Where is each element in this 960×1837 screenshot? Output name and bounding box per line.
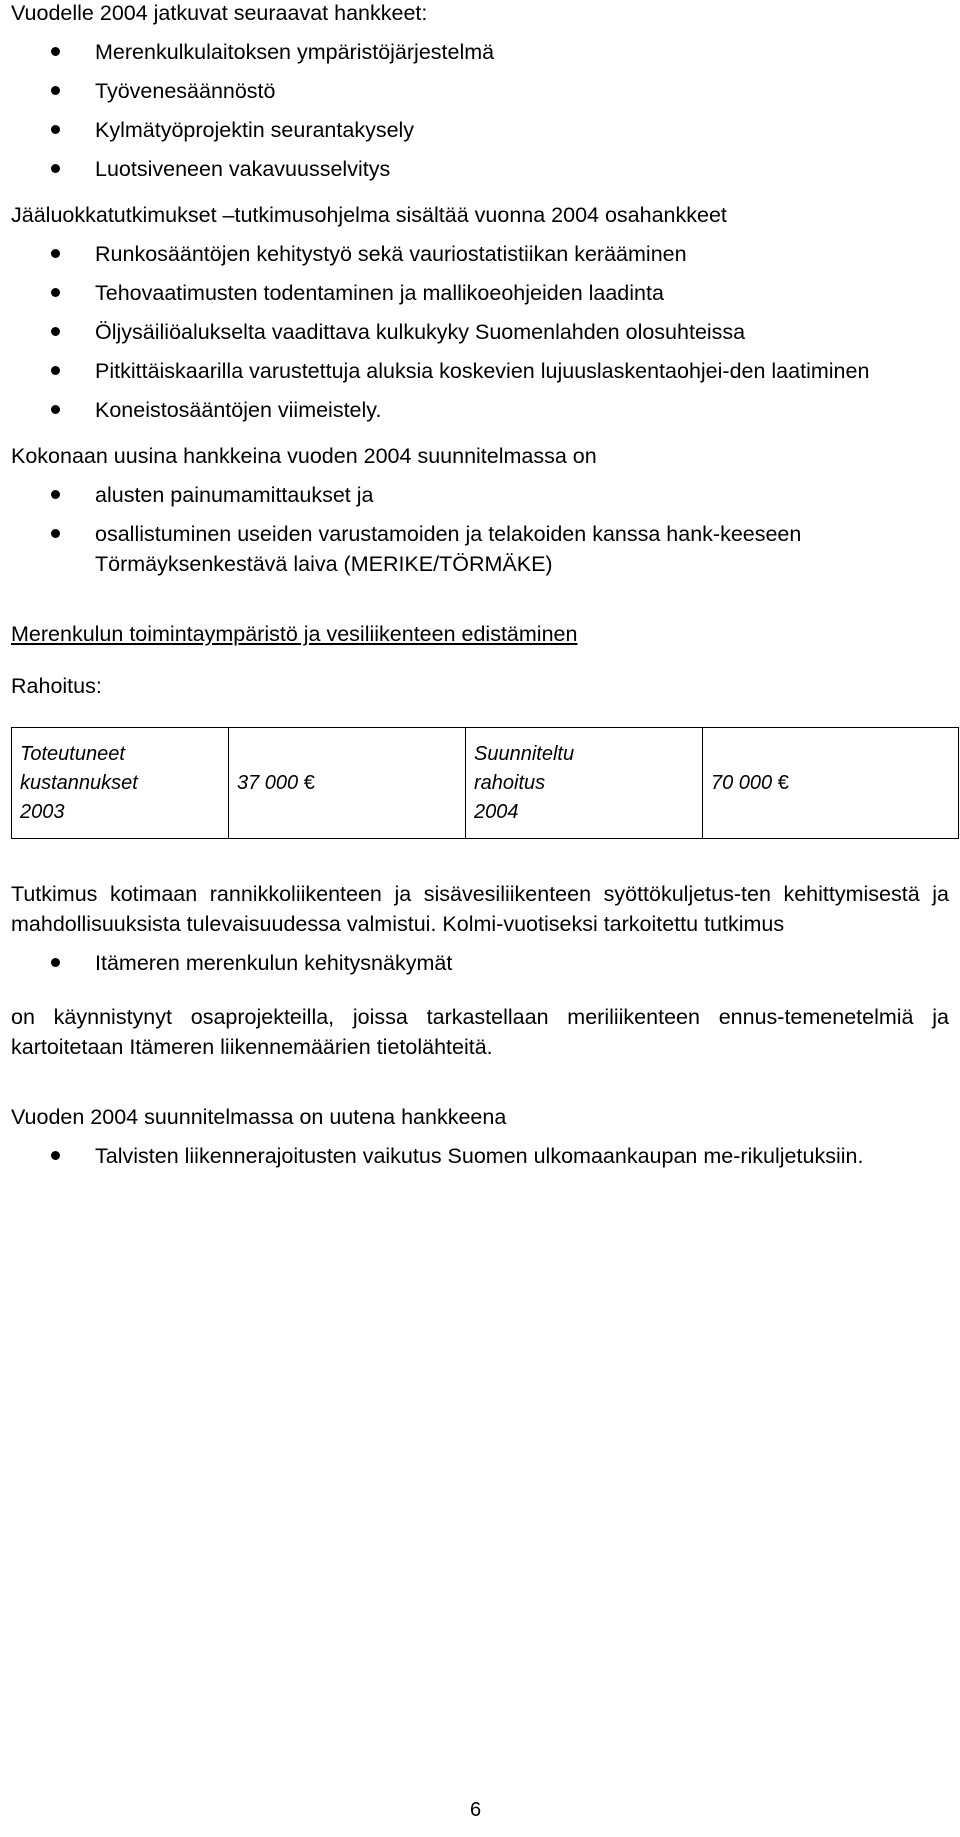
- funding-table: [11, 727, 959, 839]
- bullet-icon: [51, 288, 60, 297]
- paragraph-continuing-projects: Vuodelle 2004 jatkuvat seuraavat hankkeet:: [11, 1, 428, 25]
- table-cell-planned-funding-value: 70 000 €: [703, 728, 959, 839]
- bullet-icon: [51, 86, 60, 95]
- list-new-projects: [11, 480, 951, 579]
- list-item: Kylmätyöprojektin seurantakysely: [11, 115, 951, 145]
- section-heading: Merenkulun toimintaympäristö ja vesiliikenteen edistäminen: [11, 622, 578, 646]
- list-continuing-projects: [11, 37, 951, 184]
- document-page: [11, 0, 951, 1180]
- list-item: Työvenesäännöstö: [11, 76, 951, 106]
- funding-label: Rahoitus:: [11, 674, 102, 698]
- bullet-icon: [51, 125, 60, 134]
- bullet-icon: [51, 1151, 60, 1160]
- euro-sign: €: [777, 771, 789, 794]
- list-item: Merenkulkulaitoksen ympäristöjärjestelmä: [11, 37, 951, 67]
- bullet-icon: [51, 529, 60, 538]
- bullet-icon: [51, 327, 60, 336]
- list-item: Öljysäiliöalukselta vaadittava kulkukyky Suomenlahden olosuhteissa: [11, 317, 951, 347]
- list-item: alusten painumamittaukset ja: [11, 480, 951, 510]
- list-item: Koneistosääntöjen viimeistely.: [11, 395, 951, 425]
- table-row: [12, 728, 959, 839]
- list-item: Luotsiveneen vakavuusselvitys: [11, 154, 951, 184]
- bullet-icon: [51, 47, 60, 56]
- list-item: Itämeren merenkulun kehitysnäkymät: [11, 948, 951, 978]
- paragraph-research-completed: Tutkimus kotimaan rannikkoliikenteen ja sisävesiliikenteen syöttökuljetus-ten kehittymisestä ja mahdollisuuksista tulevaisuudessa valmistui. Kolmi-vuotiseksi tarkoitettu tutkimus: [11, 882, 949, 936]
- bullet-icon: [51, 366, 60, 375]
- list-baltic-research: [11, 948, 951, 978]
- list-item: Talvisten liikennerajoitusten vaikutus Suomen ulkomaankaupan me-rikuljetuksiin.: [11, 1141, 951, 1171]
- bullet-icon: [51, 164, 60, 173]
- paragraph-new-projects: Kokonaan uusina hankkeina vuoden 2004 suunnitelmassa on: [11, 444, 597, 468]
- paragraph-subprojects-started: on käynnistynyt osaprojekteilla, joissa tarkastellaan meriliikenteen ennus-temenetelmiä ja kartoitetaan Itämeren liikennemäärien tietolähteitä.: [11, 1005, 949, 1059]
- list-item: Tehovaatimusten todentaminen ja mallikoeohjeiden laadinta: [11, 278, 951, 308]
- list-item: osallistuminen useiden varustamoiden ja telakoiden kanssa hank-keeseen Törmäyksenkestävä laiva (MERIKE/TÖRMÄKE): [11, 519, 951, 579]
- euro-sign: €: [303, 771, 315, 794]
- bullet-icon: [51, 249, 60, 258]
- list-winter-restrictions: [11, 1141, 951, 1171]
- list-item: Runkosääntöjen kehitystyö sekä vauriostatistiikan kerääminen: [11, 239, 951, 269]
- table-cell-actual-costs-value: 37 000 €: [229, 728, 466, 839]
- table-cell-actual-costs-label: Toteutuneet kustannukset 2003: [12, 728, 229, 839]
- paragraph-ice-class-research: Jääluokkatutkimukset –tutkimusohjelma sisältää vuonna 2004 osahankkeet: [11, 203, 727, 227]
- paragraph-new-project-2004: Vuoden 2004 suunnitelmassa on uutena hankkeena: [11, 1105, 507, 1129]
- bullet-icon: [51, 958, 60, 967]
- bullet-icon: [51, 405, 60, 414]
- table-cell-planned-funding-label: Suunniteltu rahoitus 2004: [466, 728, 703, 839]
- bullet-icon: [51, 490, 60, 499]
- list-ice-class-subprojects: [11, 239, 951, 425]
- list-item: Pitkittäiskaarilla varustettuja aluksia koskevien lujuuslaskentaohjei-den laatiminen: [11, 356, 951, 386]
- page-number: 6: [470, 1799, 482, 1821]
